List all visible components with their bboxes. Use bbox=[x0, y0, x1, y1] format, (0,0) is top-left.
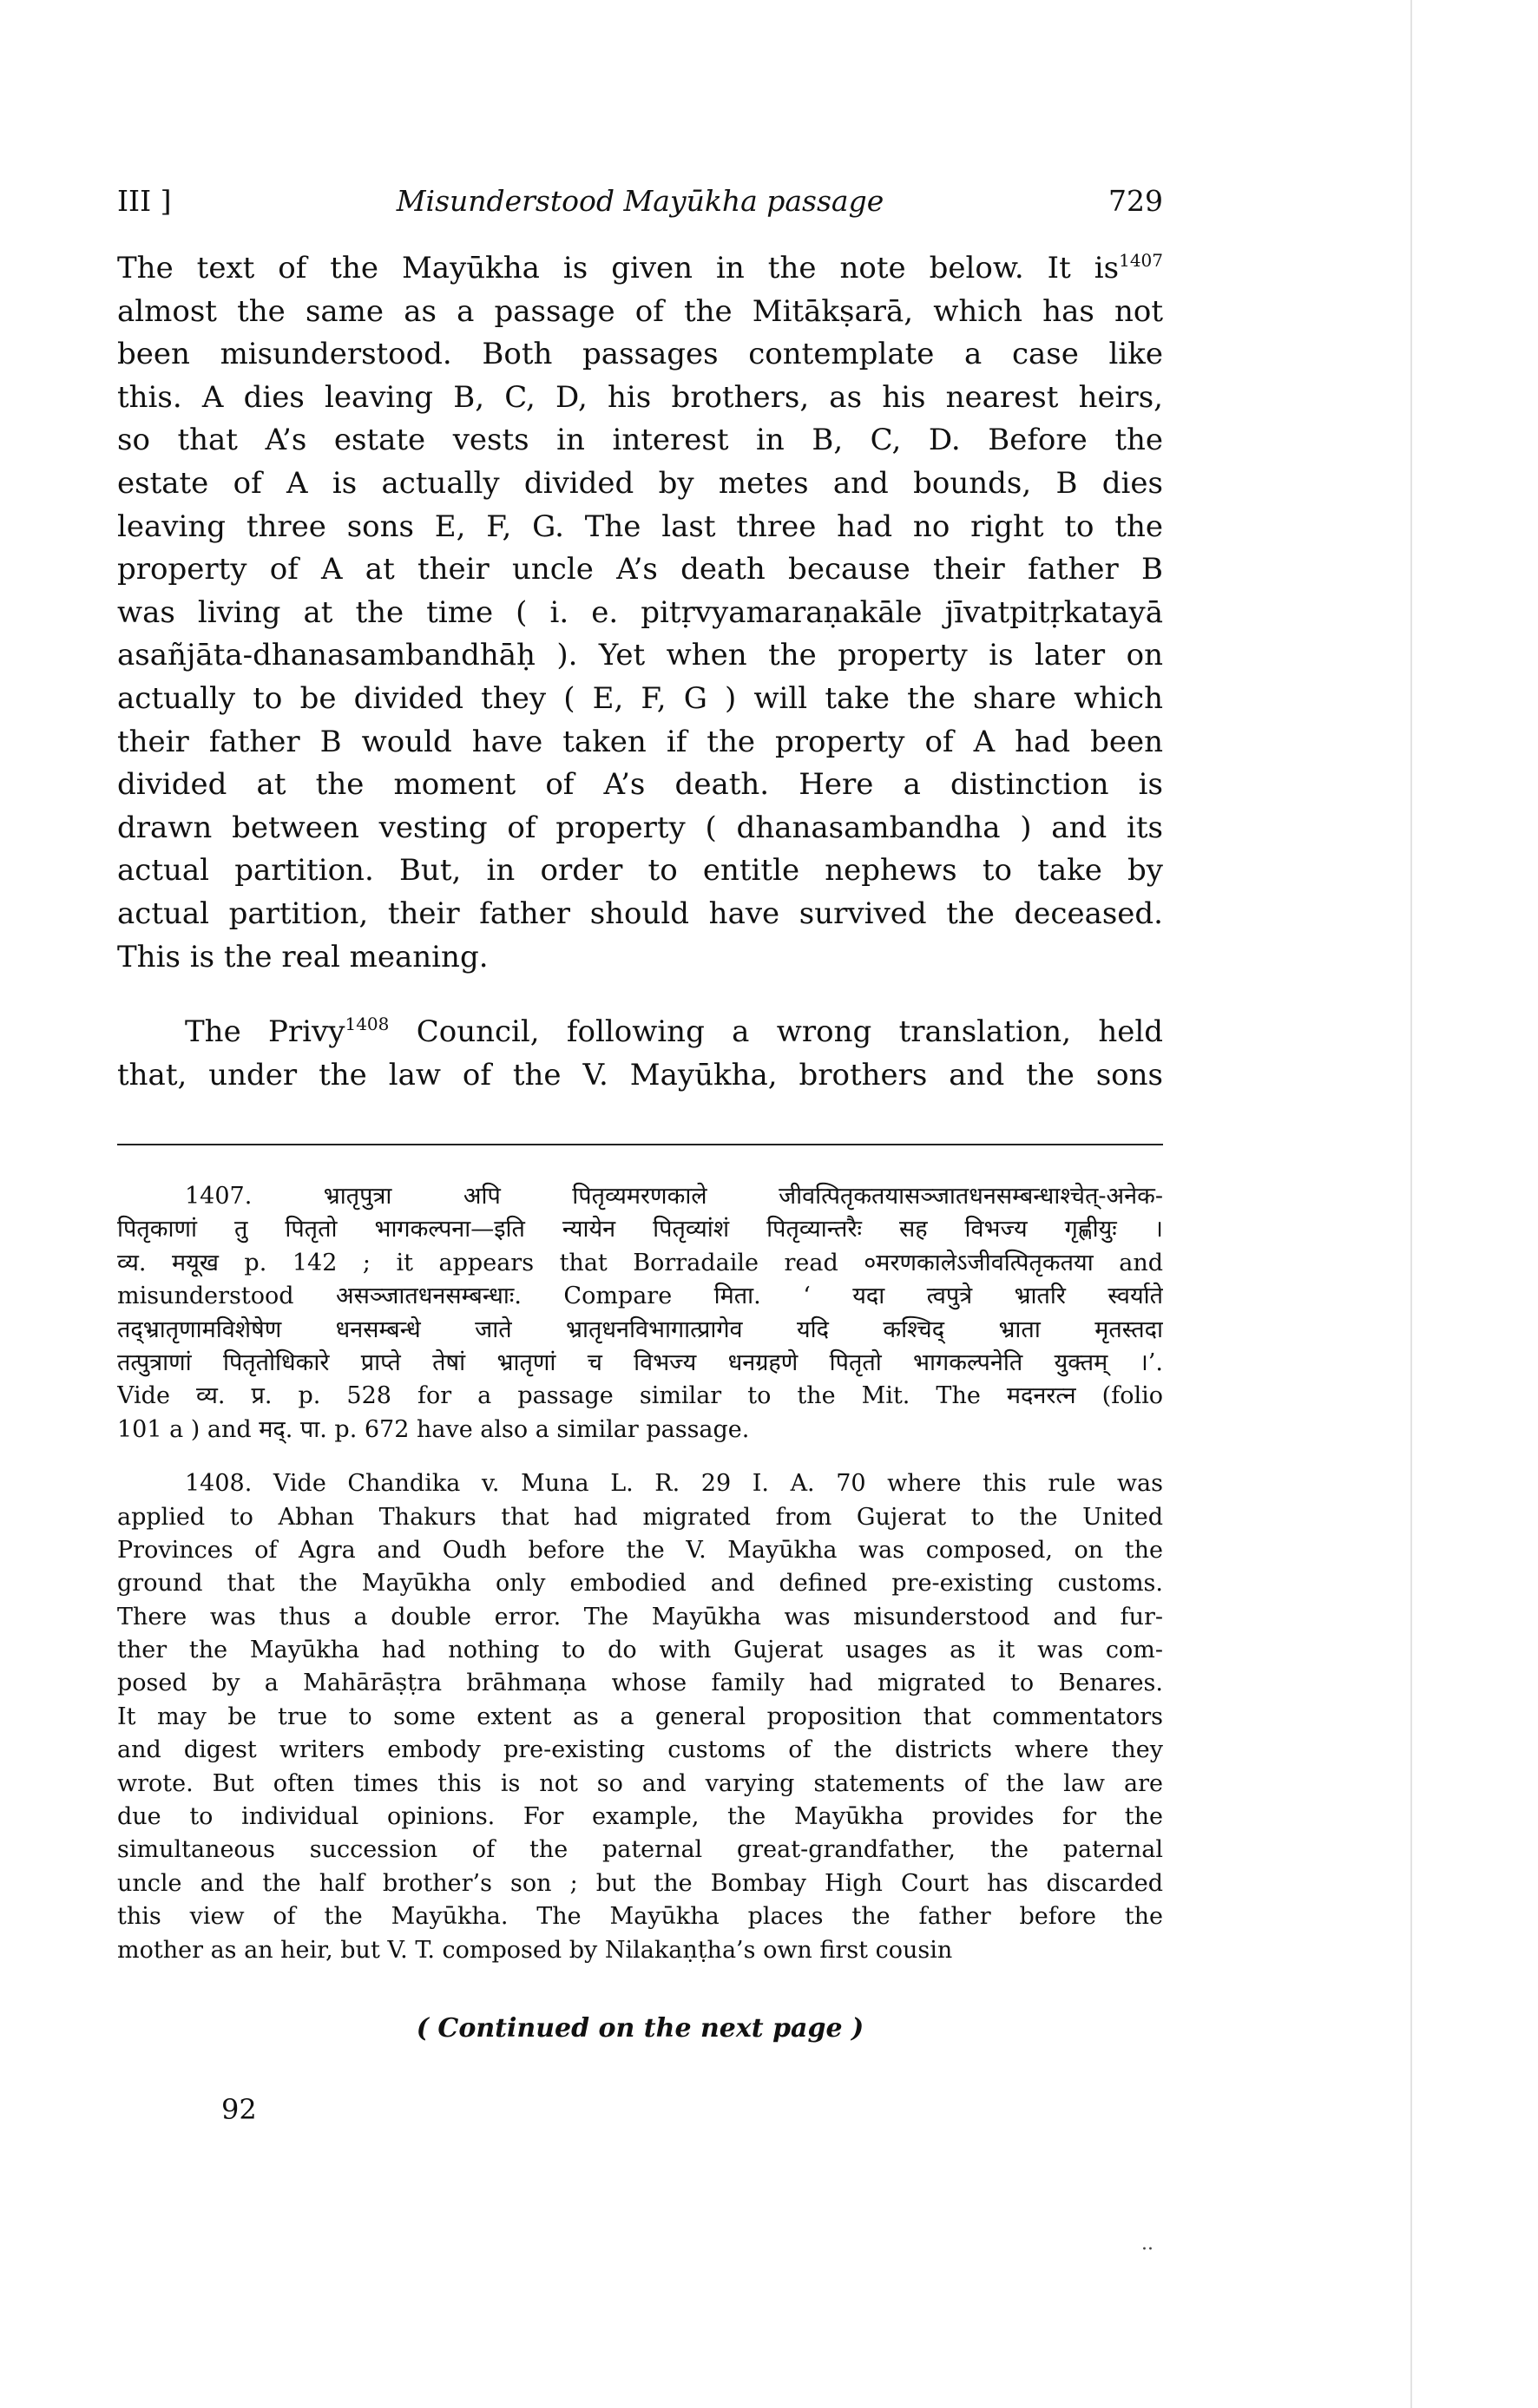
continued-note: ( Continued on the next page ) bbox=[416, 2013, 864, 2044]
line-text: that, under the law of the V. Mayūkha, brothers and the sons bbox=[117, 1057, 1163, 1092]
text-line bbox=[117, 850, 1163, 893]
text-line bbox=[117, 592, 1163, 635]
footnote-line: 1407. भ्रातृपुत्रा अपि पितृव्यमरणकाले जीवत्पितृकतयासञ्जातधनसम्बन्धाश्चेत्-अनेक- bbox=[185, 1183, 1163, 1210]
page-edge-line bbox=[1410, 0, 1412, 2408]
line-text: so that A’s estate vests in interest in B, C, D. Before the bbox=[117, 423, 1163, 458]
chapter-marker: III ] bbox=[117, 184, 172, 218]
footnote-line: Vide व्य. प्र. p. 528 for a passage similar to the Mit. The मदनरत्न (folio bbox=[117, 1382, 1163, 1410]
line-text: actual partition. But, in order to entitle nephews to take by bbox=[117, 853, 1163, 889]
line-text: actual partition, their father should have survived the deceased. bbox=[117, 896, 1163, 931]
footnote-line: Provinces of Agra and Oudh before the V. Mayūkha was composed, on the bbox=[117, 1536, 1163, 1564]
line-text: asañjāta-dhanasambandhāḥ ). Yet when the property is later on bbox=[117, 638, 1163, 673]
footnote-line: uncle and the half brother’s son ; but the Bombay High Court has discarded bbox=[117, 1869, 1163, 1897]
text-line bbox=[117, 893, 1163, 936]
text-line bbox=[117, 377, 1163, 420]
text-line bbox=[117, 506, 1163, 549]
line-text: their father B would have taken if the property of A had been bbox=[117, 724, 1163, 759]
footnote-line: तद्भ्रातृणामविशेषेण धनसम्बन्धे जाते भ्रातृधनविभागात्प्रागेव यदि कश्चिद् भ्राता मृतस्तदा bbox=[117, 1316, 1163, 1343]
line-text: actually to be divided they ( E, F, G ) will take the share which bbox=[117, 680, 1163, 716]
running-title: Misunderstood Mayūkha passage bbox=[396, 184, 884, 218]
footnote-line: due to individual opinions. For example, the Mayūkha provides for the bbox=[117, 1803, 1163, 1831]
footnote-line: this view of the Mayūkha. The Mayūkha places the father before the bbox=[117, 1903, 1163, 1931]
footnote-line: wrote. But often times this is not so and varying statements of the law are bbox=[117, 1769, 1163, 1797]
paragraph-gap bbox=[117, 979, 1163, 1011]
footnote-line: simultaneous succession of the paternal great-grandfather, the paternal bbox=[117, 1836, 1163, 1864]
line-text: The Privy bbox=[185, 1014, 345, 1050]
footnote-1408 bbox=[117, 1467, 1163, 1967]
text-line bbox=[117, 678, 1163, 721]
signature-mark: 92 bbox=[221, 2093, 257, 2126]
footnote-line: पितृकाणां तु पितृतो भागकल्पना—इति न्यायेन पितृव्यांशं पितृव्यान्तरैः सह विभज्य गृह्णीयुः । bbox=[117, 1216, 1163, 1243]
footnote-line: ground that the Mayūkha only embodied and defined pre-existing customs. bbox=[117, 1570, 1163, 1598]
footnote-line: तत्पुत्राणां पितृतोधिकारे प्राप्ते तेषां भ्रातृणां च विभज्य धनग्रहणे पितृतो भागकल्पनेति युक्तम् ।’. bbox=[117, 1348, 1163, 1376]
footnote-ref[interactable]: 1408 bbox=[345, 1014, 390, 1035]
footnote-line: posed by a Mahārāṣṭra brāhmaṇa whose family had migrated to Benares. bbox=[117, 1670, 1163, 1697]
paragraph-1 bbox=[117, 247, 1163, 979]
footnote-ref[interactable]: 1407 bbox=[1119, 250, 1163, 271]
line-text: Council, following a wrong translation, held bbox=[389, 1014, 1163, 1050]
text-line bbox=[117, 764, 1163, 807]
text-line bbox=[117, 1011, 1163, 1054]
text-line bbox=[117, 247, 1163, 291]
line-text: leaving three sons E, F, G. The last three had no right to the bbox=[117, 509, 1163, 544]
footnote-rule bbox=[117, 1144, 1163, 1145]
line-text: divided at the moment of A’s death. Here a distinction is bbox=[117, 767, 1163, 803]
text-line bbox=[117, 419, 1163, 463]
footnote-line: misunderstood असञ्जातधनसम्बन्धाः. Compare मिता. ‘ यदा त्वपुत्रे भ्रातरि स्वर्याते bbox=[117, 1283, 1163, 1310]
text-line bbox=[117, 1054, 1163, 1098]
line-text: almost the same as a passage of the Mitākṣarā, which has not bbox=[117, 293, 1163, 329]
page-number: 729 bbox=[1108, 184, 1163, 218]
speck: ·· bbox=[1141, 2239, 1154, 2260]
line-text: This is the real meaning. bbox=[117, 939, 489, 974]
line-text: The text of the Mayūkha is given in the note below. It is bbox=[117, 251, 1120, 285]
footnote-line: There was thus a double error. The Mayūkha was misunderstood and fur- bbox=[117, 1603, 1163, 1630]
footnote-line: applied to Abhan Thakurs that had migrated from Gujerat to the United bbox=[117, 1503, 1163, 1531]
footnote-line: व्य. मयूख p. 142 ; it appears that Borradaile read ०मरणकालेऽजीवत्पितृकतया and bbox=[117, 1249, 1163, 1276]
text-line bbox=[117, 721, 1163, 764]
text-line bbox=[117, 291, 1163, 334]
line-text: was living at the time ( i. e. pitṛvyamaraṇakāle jīvatpitṛkatayā bbox=[117, 594, 1163, 630]
footnote-line: It may be true to some extent as a general proposition that commentators bbox=[117, 1703, 1163, 1730]
text-line bbox=[117, 333, 1163, 377]
text-line bbox=[117, 548, 1163, 592]
line-text: been misunderstood. Both passages contemplate a case like bbox=[117, 337, 1163, 372]
footnote-line: mother as an heir, but V. T. composed by Nilakaṇṭha’s own first cousin bbox=[117, 1936, 953, 1964]
footnote-gap bbox=[117, 1447, 1163, 1467]
line-text: property of A at their uncle A’s death because their father B bbox=[117, 552, 1163, 587]
footnote-line: 1408. Vide Chandika v. Muna L. R. 29 I. A. 70 where this rule was bbox=[185, 1470, 1163, 1498]
line-text: estate of A is actually divided by metes and bounds, B dies bbox=[117, 465, 1163, 501]
footnotes bbox=[117, 1180, 1163, 1967]
running-header bbox=[117, 174, 1163, 226]
footnote-line: 101 a ) and मद्. पा. p. 672 have also a similar passage. bbox=[117, 1415, 750, 1443]
footnote-line: and digest writers embody pre-existing customs of the districts where they bbox=[117, 1736, 1163, 1764]
text-line bbox=[117, 634, 1163, 678]
footnote-1407 bbox=[117, 1180, 1163, 1447]
paragraph-2 bbox=[117, 1011, 1163, 1097]
line-text: drawn between vesting of property ( dhanasambandha ) and its bbox=[117, 810, 1163, 845]
text-line bbox=[117, 463, 1163, 506]
main-text bbox=[117, 247, 1163, 1097]
line-text: this. A dies leaving B, C, D, his brothers, as his nearest heirs, bbox=[117, 379, 1163, 415]
text-line bbox=[117, 807, 1163, 850]
text-line bbox=[117, 936, 1163, 980]
footnote-line: ther the Mayūkha had nothing to do with Gujerat usages as it was com- bbox=[117, 1637, 1163, 1664]
